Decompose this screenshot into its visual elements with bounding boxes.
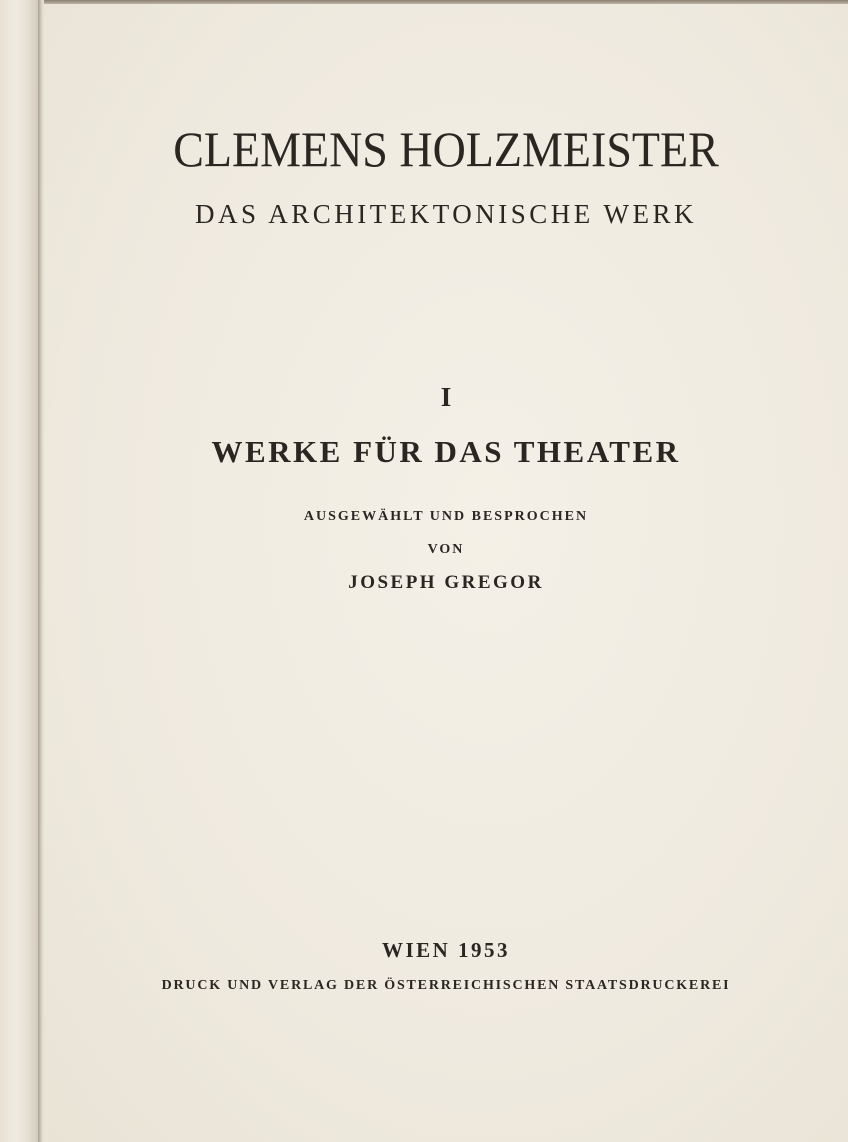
place-year: WIEN 1953 [381,938,511,962]
left-page-edge [0,0,40,1142]
volume-number: I [440,382,452,412]
publisher: DRUCK UND VERLAG DER ÖSTERREICHISCHEN STAATSDRUCKEREI [161,978,731,993]
selection-note: AUSGEWÄHLT UND BESPROCHEN [303,509,589,524]
work-title: DAS ARCHITEKTONISCHE WERK [194,199,698,229]
title-page [44,4,848,1142]
by-word: VON [427,542,465,557]
author-name: CLEMENS HOLZMEISTER [173,121,719,177]
volume-title: WERKE FÜR DAS THEATER [211,434,681,469]
editor-name: JOSEPH GREGOR [348,572,544,593]
